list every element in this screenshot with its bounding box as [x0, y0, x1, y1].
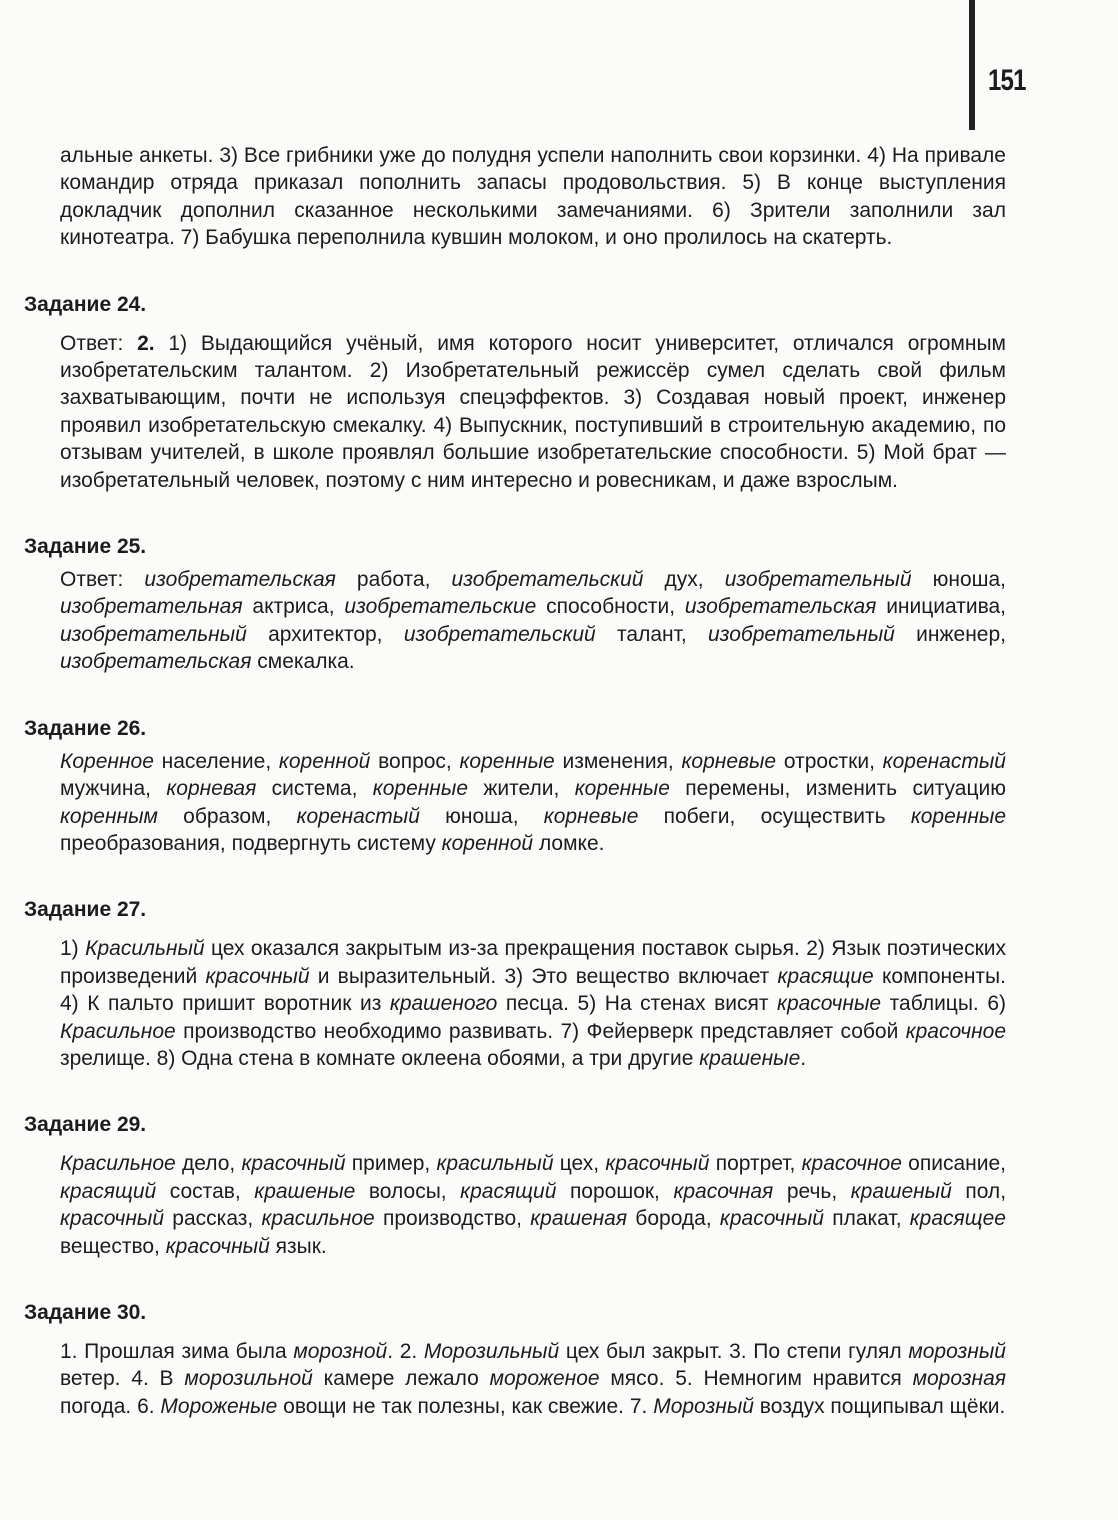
emphasized-term: красочный [605, 1152, 710, 1176]
text-run: мужчина, [60, 777, 167, 801]
emphasized-term: красочная [673, 1179, 774, 1203]
text-run: инициатива, [876, 595, 1007, 619]
emphasized-term: красящее [909, 1207, 1006, 1231]
answer-label: Ответ: [60, 331, 124, 355]
text-run: ломке. [533, 831, 605, 855]
emphasized-term: корневые [543, 804, 639, 828]
text-run: дело, [175, 1152, 242, 1176]
emphasized-term: изобретательный [60, 622, 247, 646]
emphasized-term: красильный [436, 1152, 554, 1176]
emphasized-term: крашеный [850, 1179, 952, 1203]
page-number: 151 [988, 64, 1026, 97]
task-30-heading: Задание 30. [24, 1300, 147, 1324]
emphasized-term: крашеная [530, 1207, 628, 1231]
emphasized-term: изобретательская [60, 650, 252, 674]
emphasized-term: красящий [460, 1179, 557, 1203]
text-run: овощи не так полезны, как свежие. 7. [277, 1394, 654, 1418]
text-run: плакат, [824, 1207, 910, 1231]
text-run: и выразительный. 3) Это вещество включает [309, 964, 778, 988]
text-run: песца. 5) На стенах висят [497, 992, 778, 1016]
emphasized-term: изобретательские [344, 595, 537, 619]
emphasized-term: крашеного [389, 992, 498, 1016]
text-run: система, [256, 777, 373, 801]
emphasized-term: красочный [165, 1234, 270, 1258]
text-run: отростки, [776, 749, 883, 773]
emphasized-term: морозной [293, 1339, 388, 1363]
emphasized-term: Морозный [653, 1394, 754, 1418]
task-30-text [60, 1338, 1006, 1420]
answer-value: 2. [137, 331, 155, 355]
text-run: производство, [374, 1207, 531, 1231]
emphasized-term: Коренное [60, 749, 154, 773]
emphasized-term: мороженое [489, 1367, 600, 1391]
emphasized-term: красильное [261, 1207, 375, 1231]
text-run: волосы, [355, 1179, 461, 1203]
text-run: . 2. [387, 1339, 424, 1363]
emphasized-term: морозильной [184, 1367, 313, 1391]
text-run: описание, [901, 1152, 1006, 1176]
page-content [0, 142, 1118, 1420]
emphasized-term: коренной [441, 831, 534, 855]
text-run: язык. [269, 1234, 327, 1258]
text-run: борода, [627, 1207, 720, 1231]
text-run: производство необходимо развивать. 7) Фейерверк представляет собой [175, 1019, 906, 1043]
text-run: мясо. 5. Немногим нравится [599, 1367, 913, 1391]
emphasized-term: изобретательский [403, 622, 596, 646]
text-run: преобразования, подвергнуть систему [60, 831, 442, 855]
emphasized-term: морозный [908, 1339, 1006, 1363]
emphasized-term: крашеные [254, 1179, 356, 1203]
emphasized-term: коренастый [296, 804, 420, 828]
text-run: способности, [536, 595, 685, 619]
task-27-text [60, 935, 1006, 1072]
emphasized-term: коренастый [882, 749, 1006, 773]
emphasized-term: красочный [719, 1207, 824, 1231]
text-run: инженер, [894, 622, 1006, 646]
emphasized-term: изобретательный [724, 568, 912, 592]
emphasized-term: коренной [278, 749, 371, 773]
emphasized-term: изобретательный [708, 622, 895, 646]
emphasized-term: красочные [777, 992, 882, 1016]
text-run: порошок, [556, 1179, 674, 1203]
text-run: юноша, [419, 804, 544, 828]
task-25-answer [60, 566, 1006, 676]
emphasized-term: красочное [801, 1152, 902, 1176]
text-run: камере лежало [312, 1367, 490, 1391]
text-run: 1. Прошлая зима была [60, 1339, 294, 1363]
emphasized-term: красочный [241, 1152, 346, 1176]
task-26-text [60, 748, 1006, 858]
text-run: пол, [951, 1179, 1007, 1203]
text-run: состав, [156, 1179, 255, 1203]
text-run: архитектор, [246, 622, 404, 646]
task-25-text [60, 568, 1006, 673]
emphasized-term: изобретательская [144, 568, 336, 592]
emphasized-term: коренные [459, 749, 555, 773]
text-run: рассказ, [164, 1207, 262, 1231]
text-run: образом, [157, 804, 297, 828]
text-run: талант, [595, 622, 709, 646]
emphasized-term: крашеные [699, 1046, 801, 1070]
text-run: речь, [773, 1179, 851, 1203]
text-run: цех оказался закрытым из-за прекращения поставок сырья. 2) Язык поэтических произведений [60, 937, 1006, 988]
text-run: изменения, [554, 749, 682, 773]
emphasized-term: коренные [372, 777, 468, 801]
text-run: погода. 6. [60, 1394, 161, 1418]
text-run: жители, [468, 777, 575, 801]
emphasized-term: корневая [166, 777, 257, 801]
answer-text: 1) Выдающийся учёный, имя которого носит университет, отличался огромным изобретательским талантом. 2) Изобретательный режиссёр сумел сделать свой фильм захватывающим, почти не используя спецэффектов. 3) Создавая новый проект, инженер проявил изобретательскую смекалку. 4) Выпускник, поступивший в строительную академию, по отзывам учителей, в школе проявлял большие изобретательские способности. 5) Мой брат — изобретательный человек, поэтому с ним интересно и ровесникам, и даже взрослым. [60, 331, 1006, 492]
text-run: портрет, [709, 1152, 802, 1176]
emphasized-term: Красильный [85, 937, 205, 961]
text-run: . [800, 1046, 807, 1070]
emphasized-term: корневые [681, 749, 777, 773]
page-edge-bar [969, 0, 975, 130]
answer-label: Ответ: [60, 568, 124, 592]
task-29-heading: Задание 29. [24, 1113, 147, 1137]
text-run: актриса, [242, 595, 345, 619]
emphasized-term: красящий [60, 1179, 157, 1203]
task-25-heading: Задание 25. [24, 535, 147, 559]
emphasized-term: изобретательский [451, 568, 644, 592]
text-run: компоненты. 4) К пальто пришит воротник из [60, 964, 1006, 1016]
emphasized-term: красящие [777, 964, 874, 988]
emphasized-term: Мороженые [160, 1394, 278, 1418]
task-24-heading: Задание 24. [24, 292, 147, 316]
emphasized-term: изобретательская [684, 595, 877, 619]
emphasized-term: коренные [574, 777, 670, 801]
text-run: перемены, изменить ситуацию [669, 777, 1006, 801]
task-29-text [60, 1150, 1006, 1260]
text-run: 1) [60, 937, 86, 961]
emphasized-term: изобретательная [60, 595, 243, 619]
text-run: ветер. 4. В [60, 1367, 185, 1391]
task-24-answer [60, 330, 1006, 494]
emphasized-term: Красильное [60, 1019, 176, 1043]
text-run: вопрос, [370, 749, 460, 773]
emphasized-term: Морозильный [423, 1339, 560, 1363]
text-run: цех, [553, 1152, 606, 1176]
emphasized-term: морозная [912, 1367, 1006, 1391]
text-run: воздух пощипывал щёки. [753, 1394, 1006, 1418]
emphasized-term: красочное [905, 1019, 1006, 1043]
text-run: работа, [335, 568, 452, 592]
text-run: зрелище. 8) Одна стена в комнате оклеена обоями, а три другие [60, 1046, 700, 1070]
emphasized-term: коренные [910, 804, 1007, 828]
task-26-heading: Задание 26. [24, 716, 147, 740]
emphasized-term: красочный [60, 1207, 165, 1231]
text-run: цех был закрыт. 3. По степи гулял [559, 1339, 909, 1363]
text-run: вещество, [60, 1234, 166, 1258]
text-run: пример, [345, 1152, 437, 1176]
intro-paragraph: альные анкеты. 3) Все грибники уже до полудня успели наполнить свои корзинки. 4) На привале командир отряда приказал пополнить запасы продовольствия. 5) В конце выступления докладчик дополнил сказанное несколькими замечаниями. 6) Зрители заполнили зал кинотеатра. 7) Бабушка переполнила кувшин молоком, и оно пролилось на скатерть. [60, 144, 1006, 250]
text-run: смекалка. [251, 650, 355, 674]
task-27-heading: Задание 27. [24, 898, 147, 922]
text-run: население, [153, 749, 279, 773]
text-run: юноша, [911, 568, 1006, 592]
text-run: побеги, осуществить [638, 804, 911, 828]
emphasized-term: красочный [205, 964, 310, 988]
text-run: таблицы. 6) [881, 992, 1006, 1016]
emphasized-term: коренным [60, 804, 158, 828]
emphasized-term: Красильное [60, 1152, 176, 1176]
text-run: дух, [643, 568, 725, 592]
